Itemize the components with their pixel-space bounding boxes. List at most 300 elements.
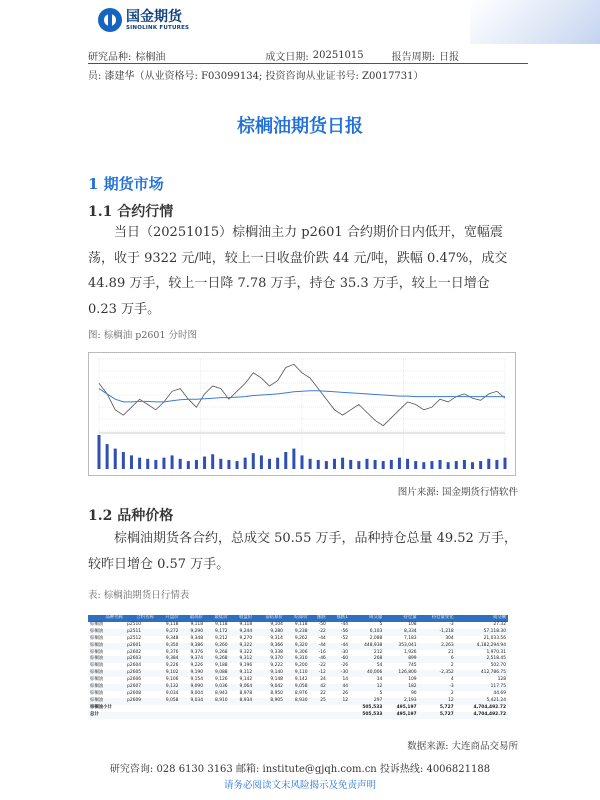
table-header-cell: 合约名称: [125, 615, 156, 622]
volume-bar: [439, 460, 442, 469]
table-cell: 棕榈油: [90, 635, 104, 641]
volume-bar: [495, 460, 498, 469]
table-cell: 棕榈油: [90, 621, 104, 627]
brand-logo: [98, 8, 189, 32]
table-cell: -44: [318, 635, 326, 641]
table-cell: p2601: [125, 643, 156, 650]
table-cell: [254, 705, 285, 712]
volume-bar: [252, 453, 255, 469]
table-cell: 9,034: [165, 690, 179, 696]
table-cell: 9,104: [270, 621, 283, 627]
table-cell: -44: [328, 643, 350, 650]
table-cell: 505,533: [350, 712, 384, 719]
table-cell: 9,238: [285, 629, 310, 636]
table-header-cell: 开盘价: [156, 615, 181, 622]
table-cell: 9,338: [270, 649, 283, 655]
table-cell: 8,910: [205, 698, 230, 705]
volume-bar: [276, 458, 279, 469]
table-cell: 棕榈油: [88, 684, 125, 691]
table-row: [88, 705, 508, 712]
table-cell: 9,004: [190, 690, 204, 696]
table-cell: 总计: [88, 712, 125, 719]
volume-bar: [398, 458, 401, 469]
table-cell: -44: [340, 621, 349, 627]
report-title: 棕榈油期货日报: [237, 116, 363, 137]
contract-paragraph: 当日（20251015）棕榈油主力 p2601 合约期价日内低开，宽幅震荡，收于 9322 元/吨，较上一日收盘价跌 44 元/吨，跌幅 0.47%，成交 44.89 万手，较上一日降 7.78 万手，持仓 35.3 万手，较上一日增仓 0.23 万手。: [88, 225, 508, 317]
table-cell: -30: [340, 649, 349, 655]
table-cell: 8,950: [270, 690, 283, 696]
table-cell: 棕榈油: [88, 670, 125, 677]
table-cell: 126,800: [384, 670, 418, 677]
table-header-cell: 成交额: [456, 615, 508, 622]
volume-bar: [195, 460, 198, 469]
table-cell: [285, 705, 310, 712]
table-cell: p2607: [125, 684, 156, 691]
table-header-cell: 品种名称: [88, 615, 125, 622]
table-cell: -52: [340, 635, 349, 641]
table-cell: 12: [328, 698, 350, 705]
cycle-value: 日报: [439, 52, 460, 63]
table-cell: 212: [373, 649, 383, 655]
volume-bar: [301, 455, 304, 469]
price-paragraph: 棕榈油期货各合约，总成交 50.55 万手，品种持仓总量 49.52 万手，较昨日增仓 0.57 万手。: [88, 531, 517, 572]
table-cell: -3: [449, 621, 454, 627]
table-cell: 9,226: [190, 663, 204, 669]
table-cell: 495,197: [384, 712, 418, 719]
table-header-cell: 持仓量变化: [419, 615, 456, 622]
table-cell: -2,352: [419, 670, 456, 677]
table-cell: p2512: [127, 635, 142, 641]
table-cell: 9,376: [165, 649, 179, 655]
table-cell: 108: [408, 621, 417, 627]
table-cell: 21: [448, 649, 454, 655]
table-header-cell: 收盘价: [230, 615, 255, 622]
volume-bar: [479, 461, 482, 469]
table-cell: p2604: [127, 663, 142, 669]
table-cell: 4,704,492.72: [456, 712, 508, 719]
table-cell: [156, 705, 181, 712]
table-cell: 745: [408, 663, 417, 669]
table-cell: -60: [328, 656, 350, 663]
table-cell: 9,290: [180, 629, 205, 636]
table-cell: -26: [340, 663, 349, 669]
volume-bar: [341, 458, 344, 469]
logo-icon: [98, 8, 122, 32]
table-cell: 2: [450, 663, 454, 669]
table-cell: 9,348: [190, 635, 204, 641]
table-cell: 9,270: [239, 635, 253, 641]
table-cell: 25: [310, 698, 328, 705]
table-cell: 9,064: [230, 684, 255, 691]
table-cell: 9,190: [180, 670, 205, 677]
table-cell: 9,106: [165, 677, 179, 683]
table-cell: 4: [450, 677, 454, 683]
volume-bar: [357, 461, 360, 469]
table-cell: p2609: [125, 698, 156, 705]
table-cell: 9,126: [215, 677, 228, 683]
table-cell: -44: [310, 643, 328, 650]
table-cell: 9,262: [294, 635, 308, 641]
volume-bar: [162, 458, 165, 469]
volume-bar: [227, 460, 230, 469]
table-cell: 9,320: [285, 643, 310, 650]
cycle-label: 报告周期:: [391, 52, 436, 63]
table-cell: [125, 705, 156, 712]
researcher-line: 员: 漆建华（从业资格号: F03099134; 投资咨询从业证书号: Z0017731）: [88, 71, 424, 82]
table-header-row: [88, 615, 508, 622]
volume-bar: [365, 459, 368, 469]
table-cell: -46: [310, 656, 328, 663]
table-cell: 9,376: [190, 649, 204, 655]
table-cell: 9,140: [254, 670, 285, 677]
figure-caption: 图: 棕榈油 p2601 分时图: [88, 330, 198, 341]
section-heading: 1 期货市场: [88, 175, 164, 193]
volume-bar: [122, 452, 125, 469]
table-cell: 棕榈油: [90, 690, 104, 696]
variety-value: 棕榈油: [135, 52, 166, 63]
table-cell: 14: [376, 677, 383, 683]
table-cell: [310, 705, 328, 712]
volume-bar: [187, 461, 190, 469]
volume-bar: [504, 458, 507, 469]
quote-table: [88, 615, 508, 719]
volume-bar: [130, 455, 133, 469]
table-cell: 128: [497, 677, 506, 683]
table-cell: p2511: [125, 629, 156, 636]
table-cell: 9,348: [165, 635, 179, 641]
date-value: 20251015: [312, 50, 364, 61]
table-cell: 5,727: [419, 712, 456, 719]
table-source: 数据来源: 大连商品交易所: [407, 741, 518, 752]
volume-bar: [422, 462, 425, 469]
table-cell: 9,102: [156, 670, 181, 677]
table-cell: -12: [310, 670, 328, 677]
table-cell: 9,244: [230, 629, 255, 636]
table-cell: 505,533: [362, 704, 383, 710]
table-cell: 9,212: [215, 635, 228, 641]
table-row: [88, 622, 508, 629]
table-cell: 9,222: [270, 663, 283, 669]
volume-bar: [471, 462, 474, 469]
table-cell: 353,041: [384, 643, 418, 650]
table-cell: 9,154: [190, 677, 204, 683]
table-cell: 9,090: [180, 684, 205, 691]
volume-bar: [463, 460, 466, 469]
table-cell: 24: [320, 677, 326, 683]
subsection-heading-price: 1.2 品种价格: [88, 508, 174, 524]
table-cell: 109: [408, 677, 417, 683]
volume-bar: [236, 461, 239, 469]
table-cell: 12: [350, 684, 384, 691]
volume-bar: [487, 459, 490, 469]
table-cell: 14: [342, 677, 349, 683]
volume-bar: [138, 458, 141, 469]
subsection-heading-contract: 1.1 合约行情: [88, 204, 174, 220]
volume-bar: [106, 444, 109, 469]
table-cell: -30: [328, 670, 350, 677]
table-cell: 2,088: [369, 635, 383, 641]
table-cell: [156, 712, 181, 719]
volume-bar: [382, 461, 385, 469]
table-cell: 5: [379, 621, 383, 627]
table-cell: 9,088: [205, 670, 230, 677]
brand-name-cn: 国金期货: [126, 8, 182, 25]
table-cell: 9,268: [205, 656, 230, 663]
volume-bar: [268, 459, 271, 469]
report-meta: [88, 50, 528, 82]
table-cell: 5,727: [439, 704, 454, 710]
table-cell: 棕榈油: [90, 663, 104, 669]
table-cell: 117.75: [456, 684, 508, 691]
table-cell: 9,370: [254, 656, 285, 663]
table-cell: 9,384: [156, 656, 181, 663]
table-cell: 2,263: [419, 643, 456, 650]
table-cell: 22: [320, 690, 326, 696]
table-header-cell: 涨跌: [310, 615, 328, 622]
table-cell: 棕榈油: [88, 656, 125, 663]
volume-bar: [219, 459, 222, 469]
table-cell: 棕榈油: [88, 643, 125, 650]
volume-bar: [179, 459, 182, 469]
table-cell: 502.70: [490, 663, 506, 669]
header-decoration: [470, 0, 600, 44]
volume-bar: [333, 459, 336, 469]
table-cell: 495,197: [396, 704, 417, 710]
table-cell: 9,350: [156, 643, 181, 650]
table-row: [88, 629, 508, 636]
table-header-cell: 最高价: [180, 615, 205, 622]
table-cell: 9,386: [180, 643, 205, 650]
table-cell: 9,196: [239, 663, 253, 669]
volume-bar: [317, 460, 320, 469]
intraday-chart-svg: [89, 353, 515, 475]
table-cell: p2608: [127, 690, 142, 696]
table-cell: 9,366: [254, 643, 285, 650]
volume-bar: [244, 458, 247, 469]
table-cell: 9,142: [294, 677, 308, 683]
volume-bar: [203, 457, 206, 469]
table-cell: 448,938: [350, 643, 384, 650]
footer-contact: 研究咨询: 028 6130 3163 邮箱: institute@gjqh.com.cn 投诉热线: 4006821188: [109, 764, 491, 775]
volume-bar: [414, 461, 417, 469]
volume-bar: [309, 459, 312, 469]
table-header-cell: 持仓量: [384, 615, 418, 622]
table-cell: 9,142: [239, 677, 253, 683]
table-cell: p2605: [125, 670, 156, 677]
table-cell: 9,260: [205, 643, 230, 650]
table-cell: 9,314: [270, 635, 283, 641]
table-cell: [230, 712, 255, 719]
table-row: [88, 636, 508, 643]
table-cell: 8,943: [215, 690, 228, 696]
table-header-cell: 成交量: [350, 615, 384, 622]
table-cell: 8,905: [254, 698, 285, 705]
volume-bar: [455, 461, 458, 469]
table-cell: 9,272: [156, 629, 181, 636]
table-row: [88, 698, 508, 705]
volume-bar: [146, 459, 149, 469]
table-cell: 9,058: [156, 698, 181, 705]
table-cell: 304: [445, 635, 454, 641]
table-caption: 表: 棕榈油期货日行情表: [88, 590, 190, 601]
table-cell: p2602: [127, 649, 142, 655]
table-cell: 9,118: [215, 621, 228, 627]
table-cell: 9,110: [285, 670, 310, 677]
table-cell: 2,193: [384, 698, 418, 705]
table-cell: 7,183: [404, 635, 417, 641]
footer-disclaimer: 请务必阅读文末风险揭示及免责声明: [223, 780, 376, 791]
table-cell: 9,322: [230, 643, 255, 650]
table-cell: 9,306: [294, 649, 308, 655]
table-cell: 40,006: [350, 670, 384, 677]
table-cell: 54: [376, 663, 383, 669]
table-cell: 9,148: [270, 677, 283, 683]
table-cell: 6: [419, 656, 456, 663]
volume-bar: [447, 462, 450, 469]
table-cell: 8,976: [294, 690, 308, 696]
table-cell: 1,970.31: [486, 649, 506, 655]
table-cell: 9,042: [254, 684, 285, 691]
volume-bar: [349, 460, 352, 469]
volume-bar: [292, 449, 295, 469]
table-cell: [180, 705, 205, 712]
table-cell: 8,930: [285, 698, 310, 705]
table-cell: 5,421.24: [456, 698, 508, 705]
table-cell: p2510: [127, 621, 142, 627]
table-row: [88, 691, 508, 698]
table-row: [88, 712, 508, 719]
table-cell: 44.69: [493, 690, 506, 696]
table-cell: 27.32: [493, 621, 506, 627]
table-cell: [254, 712, 285, 719]
table-cell: 棕榈油: [88, 629, 125, 636]
table-cell: [230, 705, 255, 712]
report-header: [0, 0, 600, 44]
table-cell: -3: [419, 684, 456, 691]
table-header-cell: 涨跌1: [328, 615, 350, 622]
table-cell: 棕榈油: [90, 649, 104, 655]
table-cell: 4,704,492.72: [473, 704, 506, 710]
table-cell: 9,118: [165, 621, 179, 627]
table-row: [88, 684, 508, 691]
volume-bar: [114, 449, 117, 469]
table-cell: 9,268: [215, 649, 228, 655]
table-cell: [205, 712, 230, 719]
table-cell: 21,033.56: [483, 635, 506, 641]
table-cell: 297: [350, 698, 384, 705]
table-cell: -22: [310, 629, 328, 636]
volume-bar: [211, 454, 214, 469]
table-cell: 4,182,294.94: [456, 643, 508, 650]
table-cell: 2,518.45: [456, 656, 508, 663]
table-cell: -1,218: [419, 629, 456, 636]
volume-bar: [390, 460, 393, 469]
table-cell: 9,036: [205, 684, 230, 691]
table-cell: 9,058: [285, 684, 310, 691]
table-cell: 9,312: [230, 656, 255, 663]
table-cell: 26: [342, 690, 349, 696]
table-cell: 9,322: [239, 649, 253, 655]
volume-bar: [260, 455, 263, 469]
table-cell: p2606: [127, 677, 142, 683]
volume-bar: [98, 435, 101, 469]
table-cell: [285, 712, 310, 719]
table-cell: 9,310: [285, 656, 310, 663]
table-header-cell: 前结算价: [254, 615, 285, 622]
table-cell: p2603: [125, 656, 156, 663]
table-header-cell: 最低价: [205, 615, 230, 622]
table-cell: 9,226: [165, 663, 179, 669]
table-cell: 8,934: [230, 698, 255, 705]
table-cell: -50: [318, 621, 326, 627]
table-cell: [328, 712, 350, 719]
table-cell: 6,103: [350, 629, 384, 636]
table-cell: 9,188: [215, 663, 228, 669]
figure-source: 图片来源: 国金期货行情软件: [397, 487, 518, 498]
volume-bar: [374, 460, 377, 469]
volume-bar: [406, 459, 409, 469]
table-cell: [310, 712, 328, 719]
table-cell: 182: [384, 684, 418, 691]
table-cell: 1,926: [404, 649, 417, 655]
table-cell: 9,374: [180, 656, 205, 663]
volume-bar: [284, 452, 287, 469]
table-cell: -22: [318, 663, 326, 669]
table-cell: 90: [411, 690, 417, 696]
table-cell: 棕榈油: [90, 677, 104, 683]
table-cell: 9,132: [156, 684, 181, 691]
table-cell: 棕榈油: [88, 698, 125, 705]
table-cell: 棕榈油小计: [90, 704, 112, 710]
table-cell: 9,034: [180, 698, 205, 705]
table-cell: 412,786.75: [456, 670, 508, 677]
volume-bar: [430, 461, 433, 469]
table-cell: 9,200: [294, 663, 308, 669]
table-cell: 9,118: [294, 621, 308, 627]
table-cell: 8,978: [239, 690, 253, 696]
table-cell: 899: [384, 656, 418, 663]
table-cell: 9,118: [239, 621, 253, 627]
table-cell: 12: [419, 698, 456, 705]
table-cell: 9,280: [254, 629, 285, 636]
table-cell: 44: [328, 684, 350, 691]
table-row: [88, 643, 508, 650]
table-cell: 9,118: [190, 621, 204, 627]
table-cell: 5: [379, 690, 383, 696]
table-cell: -56: [328, 629, 350, 636]
table-cell: 268: [350, 656, 384, 663]
brand-name-en: SINOLINK FUTURES: [126, 24, 190, 31]
intraday-chart: [88, 352, 516, 476]
table-header-cell: 结算价: [285, 615, 310, 622]
date-label: 成文日期:: [265, 52, 309, 63]
volume-bar: [325, 461, 328, 469]
table-cell: 9,112: [230, 670, 255, 677]
table-cell: 9,172: [205, 629, 230, 636]
table-cell: [180, 712, 205, 719]
quote-table-container: [88, 615, 508, 730]
volume-bar: [154, 460, 157, 469]
variety-label: 研究品种:: [88, 52, 132, 63]
table-cell: 57,118.30: [456, 629, 508, 636]
table-cell: 2: [450, 690, 454, 696]
table-cell: [328, 705, 350, 712]
table-cell: -16: [318, 649, 326, 655]
volume-bar: [171, 455, 174, 469]
table-cell: 42: [310, 684, 328, 691]
table-cell: [125, 712, 156, 719]
table-cell: 8,334: [384, 629, 418, 636]
